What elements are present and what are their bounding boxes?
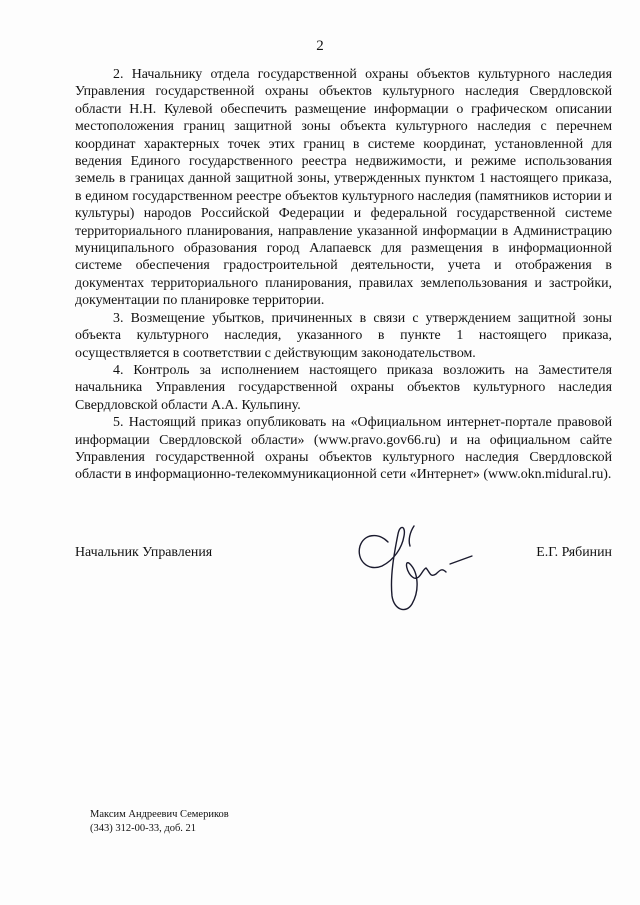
paragraph-item-3: 3. Возмещение убытков, причиненных в связи с утверждением защитной зоны объекта культурного наследия, указанного в пункте 1 настоящего приказа, осуществляется в соответствии с действующим законодательством. xyxy=(75,310,612,361)
handwritten-signature xyxy=(350,512,485,622)
executor-phone: (343) 312-00-33, доб. 21 xyxy=(90,822,197,834)
executor-info xyxy=(90,808,229,835)
signature-block xyxy=(75,545,612,565)
document-body xyxy=(75,66,612,484)
signer-position: Начальник Управления xyxy=(75,545,213,560)
paragraph-item-5: 5. Настоящий приказ опубликовать на «Официальном интернет-портале правовой информации Свердловской области» (www.pravo.gov66.ru) и на официальном сайте Управления государственной охраны объектов культурного наследия Свердловской области в информационно-телекоммуникационной сети «Интернет» (www.okn.midural.ru). xyxy=(75,415,612,483)
executor-name: Максим Андреевич Семериков xyxy=(90,809,229,820)
page-number: 2 xyxy=(316,38,324,54)
paragraph-item-2: 2. Начальнику отдела государственной охраны объектов культурного наследия Управления государственной охраны объектов культурного наследия Свердловской области Н.Н. Кулевой обеспечить размещение информации о графическом описании местоположения границ защитной зоны объекта культурного наследия с перечнем координат характерных точек этих границ в системе координат, установленной для ведения Единого государственного реестра недвижимости, и режиме использования земель в границах данной защитной зоны, утвержденных пунктом 1 настоящего приказа, в едином государственном реестре объектов культурного наследия (памятников истории и культуры) народов Российской Федерации и федеральной государственной системе территориального планирования, направление указанной информации в Администрацию муниципального образования город Алапаевск для размещения в информационной системе обеспечения градостроительной деятельности, учета и отображения в документах территориального планирования, правилах землепользования и застройки, документации по планировке территории. xyxy=(75,67,612,309)
paragraph-item-4: 4. Контроль за исполнением настоящего приказа возложить на Заместителя начальника Управления государственной охраны объектов культурного наследия Свердловской области А.А. Кульпину. xyxy=(75,362,612,413)
signer-name: Е.Г. Рябинин xyxy=(536,545,612,560)
